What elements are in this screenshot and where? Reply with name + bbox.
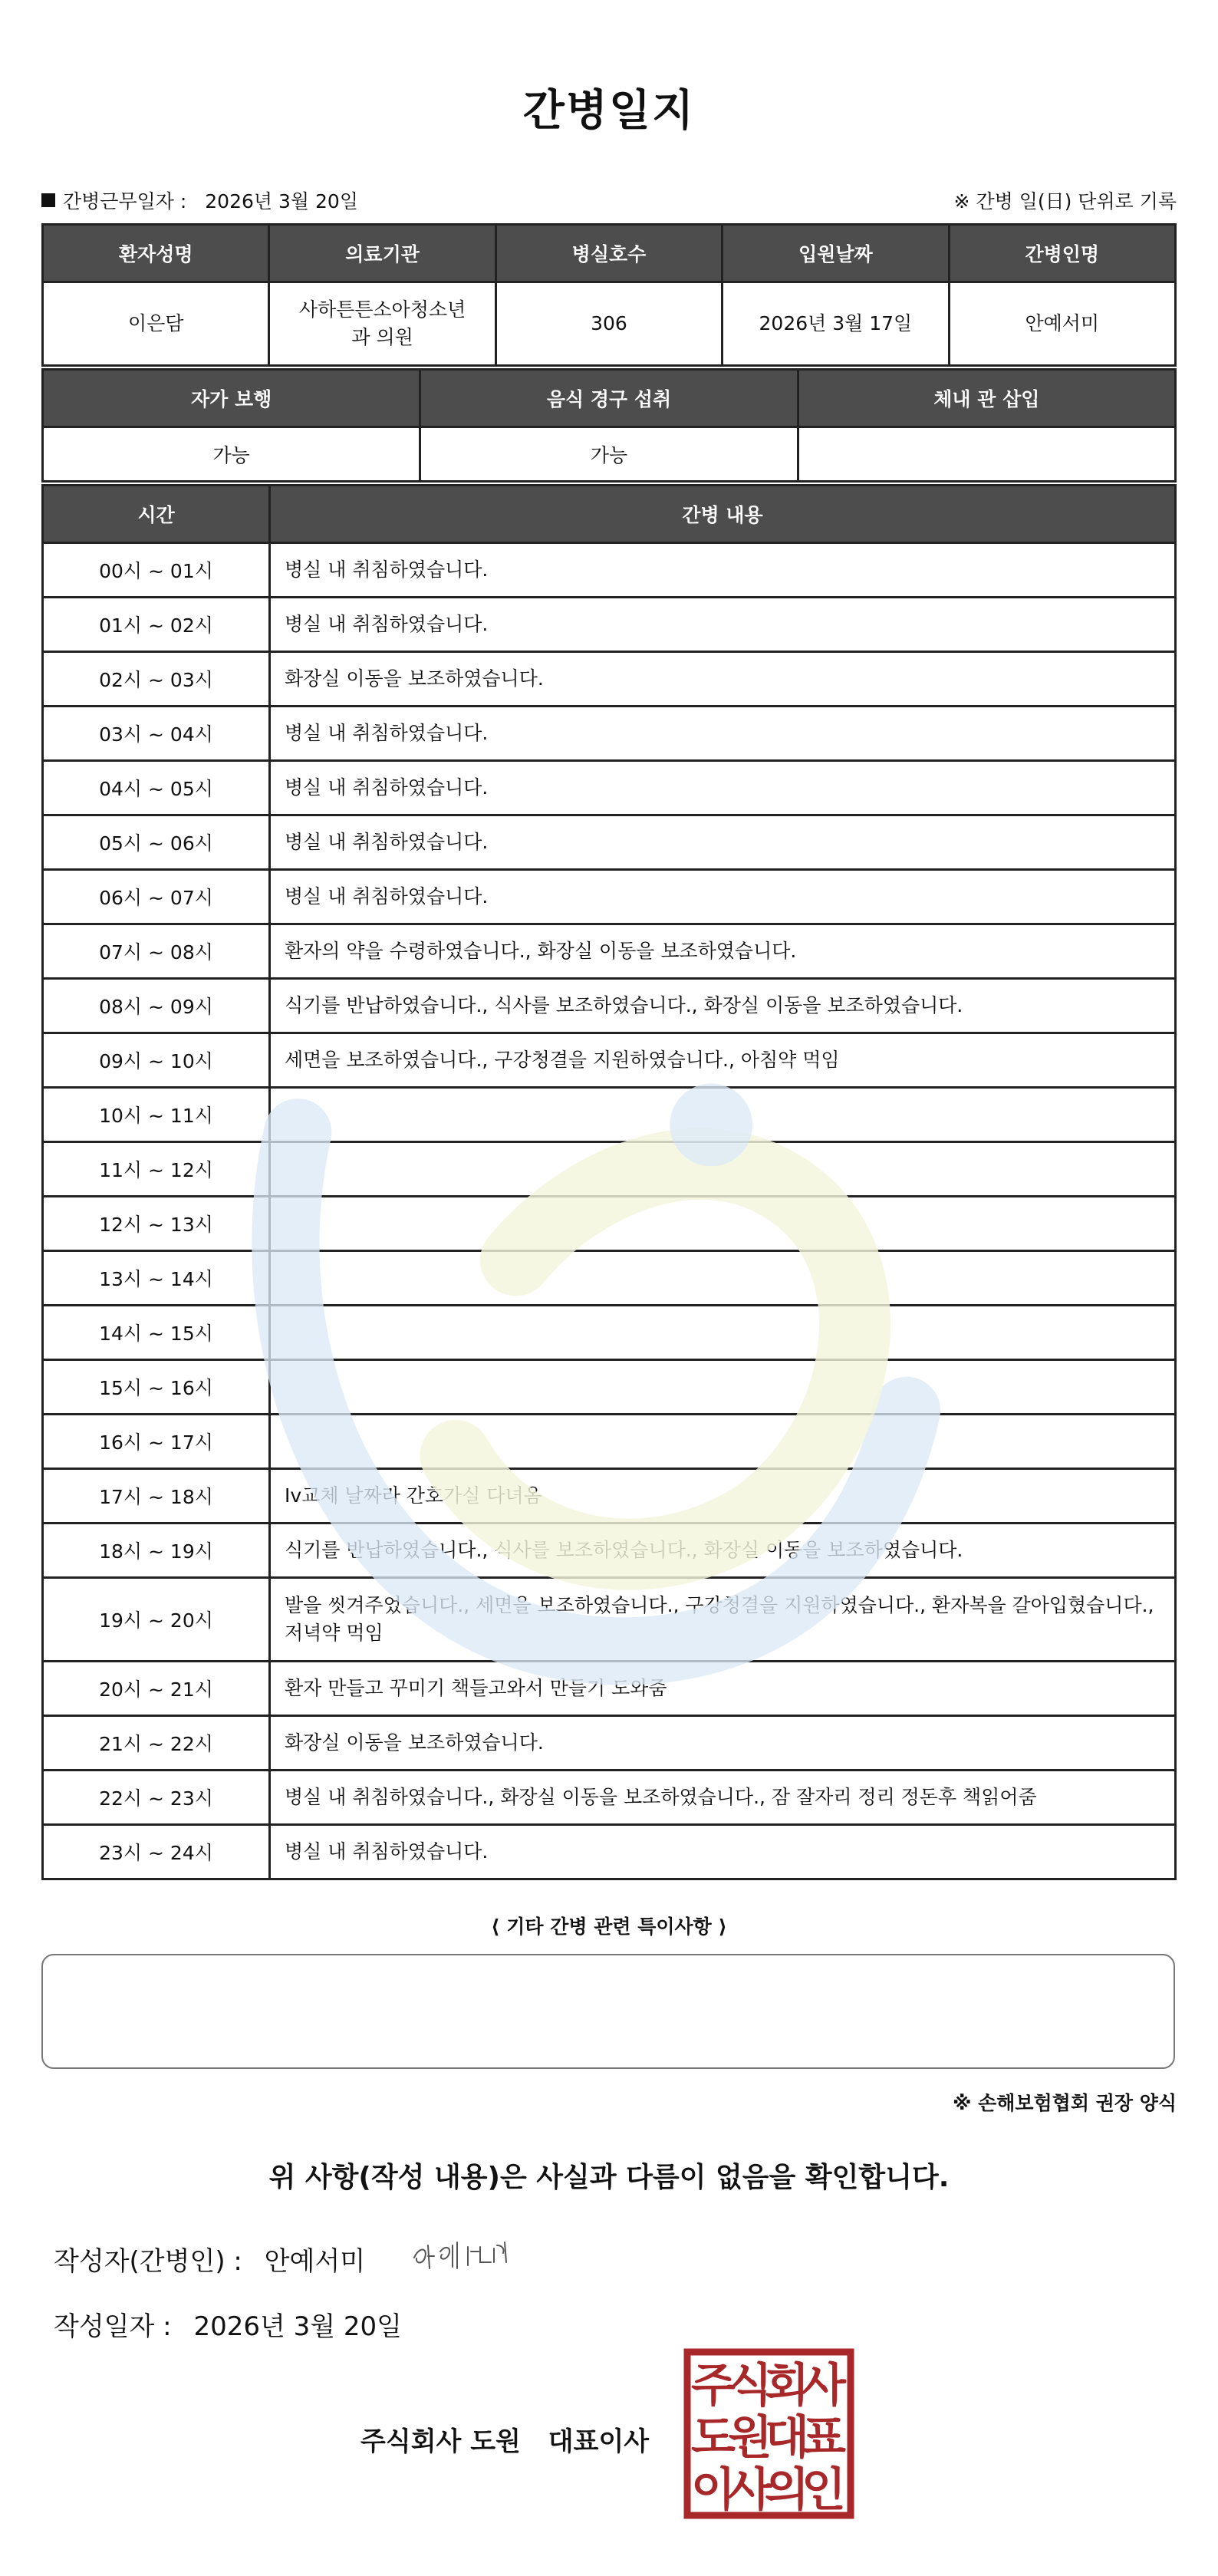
log-time: 06시 ~ 07시 [43, 870, 270, 924]
confirmation-statement: 위 사항(작성 내용)은 사실과 다름이 없음을 확인합니다. [268, 2162, 950, 2193]
page-title: 간병일지 [522, 86, 696, 136]
log-row [43, 1142, 1176, 1197]
log-content: 발을 씻겨주었습니다., 세면을 보조하였습니다., 구강청결을 지원하였습니다., 환자복을 갈아입혔습니다., 저녁약 먹임 [270, 1578, 1176, 1662]
log-content: 환자 만들고 꾸미기 책들고와서 만들기 도와줌 [270, 1662, 1176, 1716]
svg-text:표: 표 [802, 2411, 846, 2465]
svg-text:주: 주 [691, 2359, 736, 2413]
content-header: 간병 내용 [270, 486, 1176, 543]
company-title: 대표이사 [548, 2426, 650, 2457]
log-row [43, 870, 1176, 924]
log-content: 세면을 보조하였습니다., 구강청결을 지원하였습니다., 아침약 먹임 [270, 1033, 1176, 1088]
oral-intake-value: 가능 [420, 427, 798, 482]
log-row [43, 1469, 1176, 1524]
log-time: 03시 ~ 04시 [43, 707, 270, 761]
log-time: 19시 ~ 20시 [43, 1578, 270, 1662]
log-row [43, 979, 1176, 1033]
log-content [270, 1360, 1176, 1415]
log-time: 18시 ~ 19시 [43, 1524, 270, 1578]
log-time: 22시 ~ 23시 [43, 1771, 270, 1825]
writer-name: 안예서미 [264, 2246, 366, 2277]
log-row [43, 761, 1176, 815]
status-header-row [43, 370, 1176, 427]
log-time: 16시 ~ 17시 [43, 1415, 270, 1469]
room-number: 306 [495, 282, 722, 366]
log-content [270, 1197, 1176, 1251]
square-bullet-icon [41, 193, 55, 207]
log-time: 15시 ~ 16시 [43, 1360, 270, 1415]
work-date [41, 186, 358, 214]
svg-text:사: 사 [728, 2463, 772, 2517]
svg-text:식: 식 [728, 2359, 772, 2413]
log-row [43, 1088, 1176, 1142]
log-content: 환자의 약을 수령하였습니다., 화장실 이동을 보조하였습니다. [270, 924, 1176, 979]
log-content: Iv교체 날짜라 간호가실 다녀옴 [270, 1469, 1176, 1524]
log-content: 병실 내 취침하였습니다., 화장실 이동을 보조하였습니다., 잠 잘자리 정리 정돈후 책읽어줌 [270, 1771, 1176, 1825]
patient-name: 이은담 [43, 282, 269, 366]
log-time: 11시 ~ 12시 [43, 1142, 270, 1197]
log-row [43, 1415, 1176, 1469]
log-time: 21시 ~ 22시 [43, 1716, 270, 1771]
log-row [43, 1825, 1176, 1879]
log-time: 10시 ~ 11시 [43, 1088, 270, 1142]
special-notes-box [41, 1954, 1175, 2069]
tube-value [798, 427, 1175, 482]
log-content: 병실 내 취침하였습니다. [270, 761, 1176, 815]
log-content [270, 1415, 1176, 1469]
care-log-table [41, 484, 1177, 1880]
log-content: 화장실 이동을 보조하였습니다. [270, 652, 1176, 707]
log-time: 05시 ~ 06시 [43, 815, 270, 870]
caregiver-header: 간병인명 [949, 225, 1175, 282]
log-row [43, 707, 1176, 761]
caregiver-name: 안예서미 [949, 282, 1175, 366]
log-row [43, 1771, 1176, 1825]
log-header-row [43, 486, 1176, 543]
special-notes-heading: ⟨ 기타 간병 관련 특이사항 ⟩ [491, 1916, 727, 1938]
svg-text:의: 의 [765, 2463, 809, 2517]
hospital-name: 사하튼튼소아청소년과 의원 [269, 282, 495, 366]
writer-label: 작성자(간병인) : [54, 2246, 242, 2277]
admission-date: 2026년 3월 17일 [723, 282, 949, 366]
time-header: 시간 [43, 486, 270, 543]
patient-value-row [43, 282, 1176, 366]
work-date-value: 2026년 3월 20일 [205, 190, 358, 212]
status-value-row [43, 427, 1176, 482]
oral-intake-header: 음식 경구 섭취 [420, 370, 798, 427]
log-time: 23시 ~ 24시 [43, 1825, 270, 1879]
log-time: 13시 ~ 14시 [43, 1251, 270, 1306]
log-content: 병실 내 취침하였습니다. [270, 543, 1176, 598]
log-content: 병실 내 취침하였습니다. [270, 1825, 1176, 1879]
log-content: 식기를 반납하였습니다., 식사를 보조하였습니다., 화장실 이동을 보조하였습니다. [270, 979, 1176, 1033]
write-date-value: 2026년 3월 20일 [193, 2311, 403, 2342]
daily-record-note: ※ 간병 일(日) 단위로 기록 [953, 190, 1177, 212]
company-name: 주식회사 도원 [360, 2426, 521, 2457]
room-header: 병실호수 [495, 225, 722, 282]
log-row [43, 598, 1176, 652]
log-row [43, 1360, 1176, 1415]
log-row [43, 1251, 1176, 1306]
log-row [43, 1716, 1176, 1771]
log-row [43, 924, 1176, 979]
svg-text:원: 원 [728, 2411, 772, 2465]
company-seal-stamp [683, 2347, 855, 2520]
hospital-header: 의료기관 [269, 225, 495, 282]
svg-text:인: 인 [802, 2463, 846, 2517]
log-content [270, 1088, 1176, 1142]
log-row [43, 1306, 1176, 1360]
log-time: 02시 ~ 03시 [43, 652, 270, 707]
log-content [270, 1306, 1176, 1360]
log-time: 17시 ~ 18시 [43, 1469, 270, 1524]
work-date-label: 간병근무일자 : [63, 190, 187, 212]
log-time: 07시 ~ 08시 [43, 924, 270, 979]
log-time: 08시 ~ 09시 [43, 979, 270, 1033]
svg-text:대: 대 [765, 2411, 809, 2465]
log-row [43, 652, 1176, 707]
log-time: 14시 ~ 15시 [43, 1306, 270, 1360]
writer-line [54, 2240, 365, 2278]
log-content: 식기를 반납하였습니다., 식사를 보조하였습니다., 화장실 이동을 보조하였습니다. [270, 1524, 1176, 1578]
log-time: 00시 ~ 01시 [43, 543, 270, 598]
log-content [270, 1251, 1176, 1306]
svg-text:이: 이 [691, 2463, 736, 2517]
log-content: 병실 내 취침하였습니다. [270, 815, 1176, 870]
log-row [43, 1033, 1176, 1088]
log-time: 20시 ~ 21시 [43, 1662, 270, 1716]
admission-date-header: 입원날짜 [723, 225, 949, 282]
patient-name-header: 환자성명 [43, 225, 269, 282]
log-content [270, 1142, 1176, 1197]
log-row [43, 1578, 1176, 1662]
log-time: 12시 ~ 13시 [43, 1197, 270, 1251]
log-time: 04시 ~ 05시 [43, 761, 270, 815]
log-content: 병실 내 취침하였습니다. [270, 870, 1176, 924]
recommend-note: ※ 손해보험협회 권장 양식 [953, 2092, 1177, 2114]
log-row [43, 815, 1176, 870]
log-row [43, 1197, 1176, 1251]
handwritten-signature [407, 2228, 545, 2275]
walking-value: 가능 [43, 427, 420, 482]
log-row [43, 543, 1176, 598]
log-content: 병실 내 취침하였습니다. [270, 707, 1176, 761]
svg-text:사: 사 [802, 2359, 846, 2413]
tube-header: 체내 관 삽입 [798, 370, 1175, 427]
patient-header-row [43, 225, 1176, 282]
svg-text:도: 도 [691, 2411, 736, 2465]
patient-status-table [41, 368, 1177, 483]
log-row [43, 1524, 1176, 1578]
log-content: 병실 내 취침하였습니다. [270, 598, 1176, 652]
log-time: 09시 ~ 10시 [43, 1033, 270, 1088]
company-line [360, 2420, 649, 2458]
log-content: 화장실 이동을 보조하였습니다. [270, 1716, 1176, 1771]
log-time: 01시 ~ 02시 [43, 598, 270, 652]
svg-text:회: 회 [765, 2359, 809, 2413]
write-date-line [54, 2305, 402, 2343]
walking-header: 자가 보행 [43, 370, 420, 427]
write-date-label: 작성일자 : [54, 2311, 172, 2342]
patient-info-table [41, 223, 1177, 367]
log-row [43, 1662, 1176, 1716]
